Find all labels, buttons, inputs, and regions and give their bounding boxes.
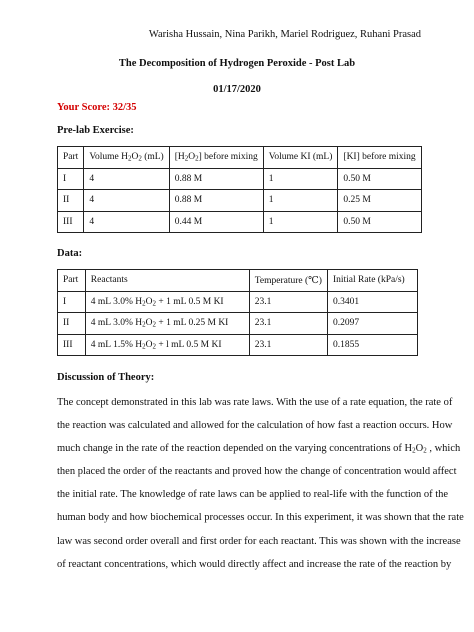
- header-conc-ki: [KI] before mixing: [338, 147, 421, 169]
- paragraph-line: then placed the order of the reactants and proved how the change of concentration would affect: [57, 466, 457, 478]
- header-initial-rate: Initial Rate (kPa/s): [327, 270, 417, 292]
- cell-part: I: [58, 291, 86, 313]
- cell-temperature: 23.1: [249, 313, 327, 335]
- cell-volume-h2o2: 4: [84, 211, 169, 233]
- cell-reactants: 4 mL 3.0% $H_2O_2 + 1$ mL 0.25 M KI: [85, 313, 249, 335]
- page-title: The Decomposition of Hydrogen Peroxide - Post Lab: [118, 58, 356, 69]
- cell-temperature: 23.1: [249, 334, 327, 356]
- paragraph-line: human body and how biochemical processes occur. In this experiment, it was shown that the rate: [57, 512, 464, 524]
- paragraph-line: The concept demonstrated in this lab was rate laws. With the use of a rate equation, the rate of: [57, 397, 453, 408]
- discussion-paragraph: [57, 391, 464, 576]
- cell-initial-rate: 0.3401: [327, 291, 417, 313]
- cell-part: II: [58, 313, 86, 335]
- header-temperature: Temperature (℃): [249, 270, 327, 292]
- header-part: Part: [58, 147, 84, 169]
- cell-part: I: [58, 168, 84, 190]
- table-row: [58, 334, 418, 356]
- cell-volume-h2o2: 4: [84, 190, 169, 212]
- header-reactants: Reactants: [85, 270, 249, 292]
- cell-reactants: 4 mL 3.0% $H_2O_2 + 1$ mL 0.5 M KI: [85, 291, 249, 313]
- score-label: Your Score: 32/35: [57, 102, 137, 113]
- cell-initial-rate: 0.2097: [327, 313, 417, 335]
- header-volume-h2o2: Volume $H_2O_2$ (mL): [84, 147, 169, 169]
- paragraph-line: law was second order overall and first order for each reactant. This was shown with the increase: [57, 535, 461, 547]
- cell-part: II: [58, 190, 84, 212]
- paragraph-line: much change in the rate of the reaction depended on the varying concentrations of $H_2O_2$ , which: [57, 443, 461, 455]
- paragraph-line: the reaction was calculated and allowed for the calculation of how fast a reaction occurs. How: [57, 420, 453, 432]
- cell-initial-rate: 0.1855: [327, 334, 417, 356]
- discussion-heading: Discussion of Theory:: [57, 372, 155, 383]
- table-row: [58, 291, 418, 313]
- cell-volume-h2o2: 4: [84, 168, 169, 190]
- data-table: [57, 269, 418, 356]
- table-header-row: [58, 270, 418, 292]
- cell-volume-ki: 1: [263, 168, 338, 190]
- header-conc-h2o2: $[H_2O_2]$ before mixing: [169, 147, 263, 169]
- cell-part: III: [58, 334, 86, 356]
- cell-conc-ki: 0.25 M: [338, 190, 421, 212]
- author-names: Warisha Hussain, Nina Parikh, Mariel Rodriguez, Ruhani Prasad: [148, 29, 421, 40]
- cell-volume-ki: 1: [263, 190, 338, 212]
- prelab-heading: Pre-lab Exercise:: [57, 125, 134, 136]
- paragraph-line: the initial rate. The knowledge of rate laws can be applied to real-life with the function of the: [57, 489, 449, 501]
- cell-part: III: [58, 211, 84, 233]
- table-row: [58, 168, 422, 190]
- table-row: [58, 211, 422, 233]
- table-header-row: [58, 147, 422, 169]
- table-row: [58, 313, 418, 335]
- cell-volume-ki: 1: [263, 211, 338, 233]
- cell-conc-ki: 0.50 M: [338, 211, 421, 233]
- cell-conc-h2o2: 0.44 M: [169, 211, 263, 233]
- data-heading: Data:: [57, 248, 83, 259]
- header-part: Part: [58, 270, 86, 292]
- cell-conc-ki: 0.50 M: [338, 168, 421, 190]
- prelab-table: [57, 146, 422, 233]
- cell-temperature: 23.1: [249, 291, 327, 313]
- cell-conc-h2o2: 0.88 M: [169, 190, 263, 212]
- paragraph-line: of reactant concentrations, which would directly affect and increase the rate of the reaction by: [57, 558, 452, 570]
- header-volume-ki: Volume KI (mL): [263, 147, 338, 169]
- table-row: [58, 190, 422, 212]
- cell-reactants: 4 mL 1.5% $H_2O_2 + l$ mL 0.5 M KI: [85, 334, 249, 356]
- cell-conc-h2o2: 0.88 M: [169, 168, 263, 190]
- report-date: 01/17/2020: [213, 84, 261, 95]
